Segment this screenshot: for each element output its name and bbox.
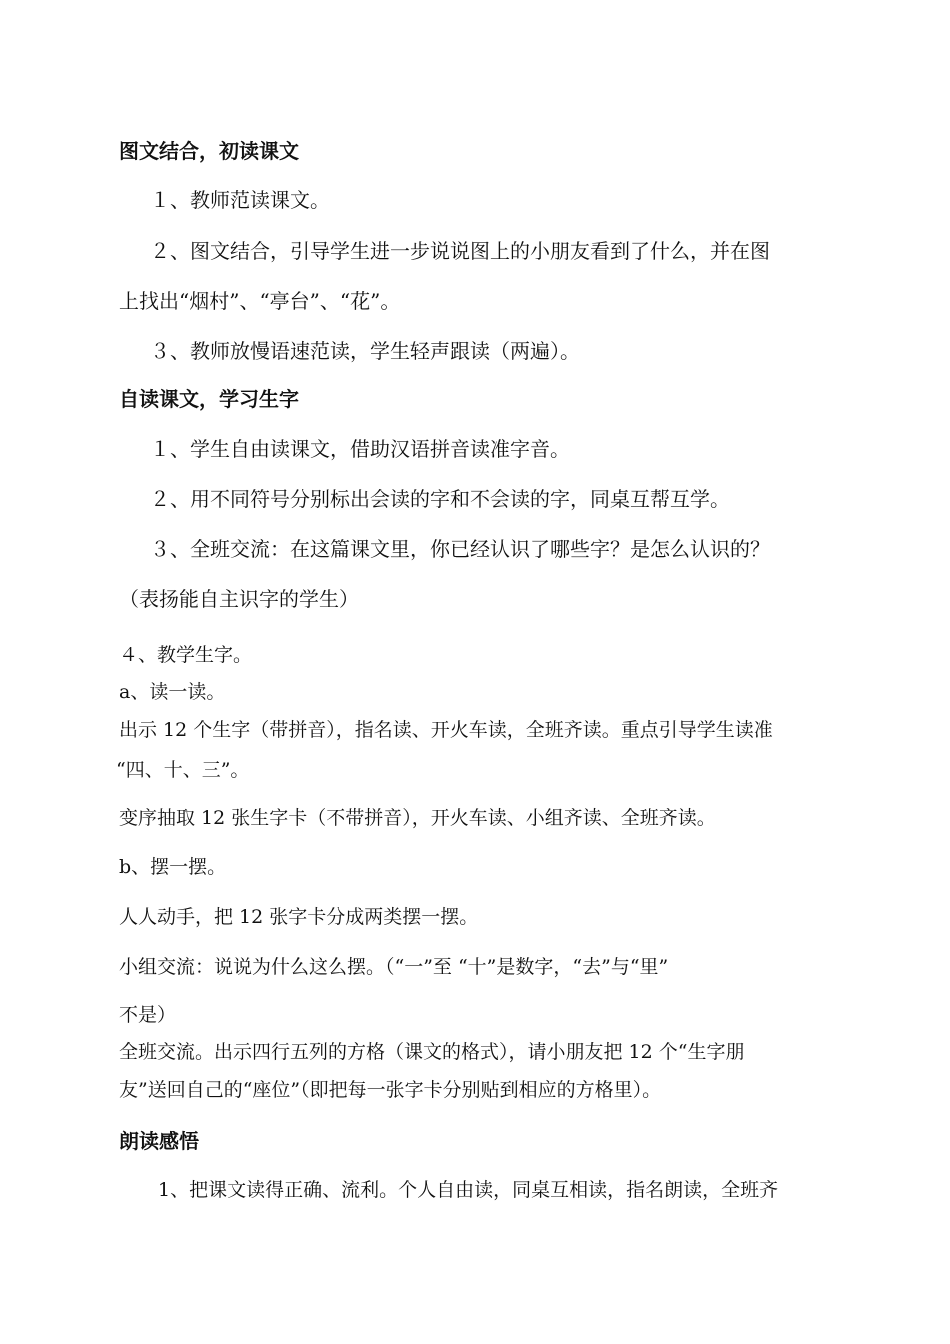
paragraph: a、读一读。 [119,681,226,703]
section-heading-1: 图文结合，初读课文 [119,139,299,163]
paragraph: ３、全班交流：在这篇课文里，你已经认识了哪些字？是怎么认识的？ [150,537,770,561]
paragraph: 出示 12 个生字（带拼音），指名读、开火车读，全班齐读。重点引导学生读准 [119,719,773,741]
paragraph: b、摆一摆。 [119,856,227,878]
paragraph: ４、教学生字。 [119,644,253,666]
paragraph: ２、图文结合，引导学生进一步说说图上的小朋友看到了什么，并在图 [150,239,770,263]
section-heading-2: 自读课文，学习生字 [119,387,299,411]
section-heading-3: 朗读感悟 [119,1129,199,1153]
paragraph: ２、用不同符号分别标出会读的字和不会读的字，同桌互帮互学。 [150,487,730,511]
paragraph: １、学生自由读课文，借助汉语拼音读准字音。 [150,437,570,461]
paragraph: １、教师范读课文。 [150,188,330,212]
paragraph: ３、教师放慢语速范读，学生轻声跟读（两遍）。 [150,339,580,363]
paragraph: 人人动手，把 12 张字卡分成两类摆一摆。 [119,906,479,928]
paragraph: （表扬能自主识字的学生） [119,587,359,611]
paragraph: 全班交流。出示四行五列的方格（课文的格式），请小朋友把 12 个“生字朋 [119,1041,745,1063]
paragraph: 友”送回自己的“座位”（即把每一张字卡分别贴到相应的方格里）。 [119,1079,662,1101]
paragraph: 1、把课文读得正确、流利。个人自由读，同桌互相读，指名朗读，全班齐 [158,1179,779,1201]
paragraph: 上找出“烟村”、“亭台”、“花”。 [119,289,401,313]
paragraph: 变序抽取 12 张生字卡（不带拼音），开火车读、小组齐读、全班齐读。 [119,807,716,829]
paragraph: “四、十、三”。 [116,759,250,781]
paragraph: 小组交流：说说为什么这么摆。（“一”至 “十”是数字，“去”与“里” [119,956,669,978]
paragraph: 不是） [119,1004,177,1026]
